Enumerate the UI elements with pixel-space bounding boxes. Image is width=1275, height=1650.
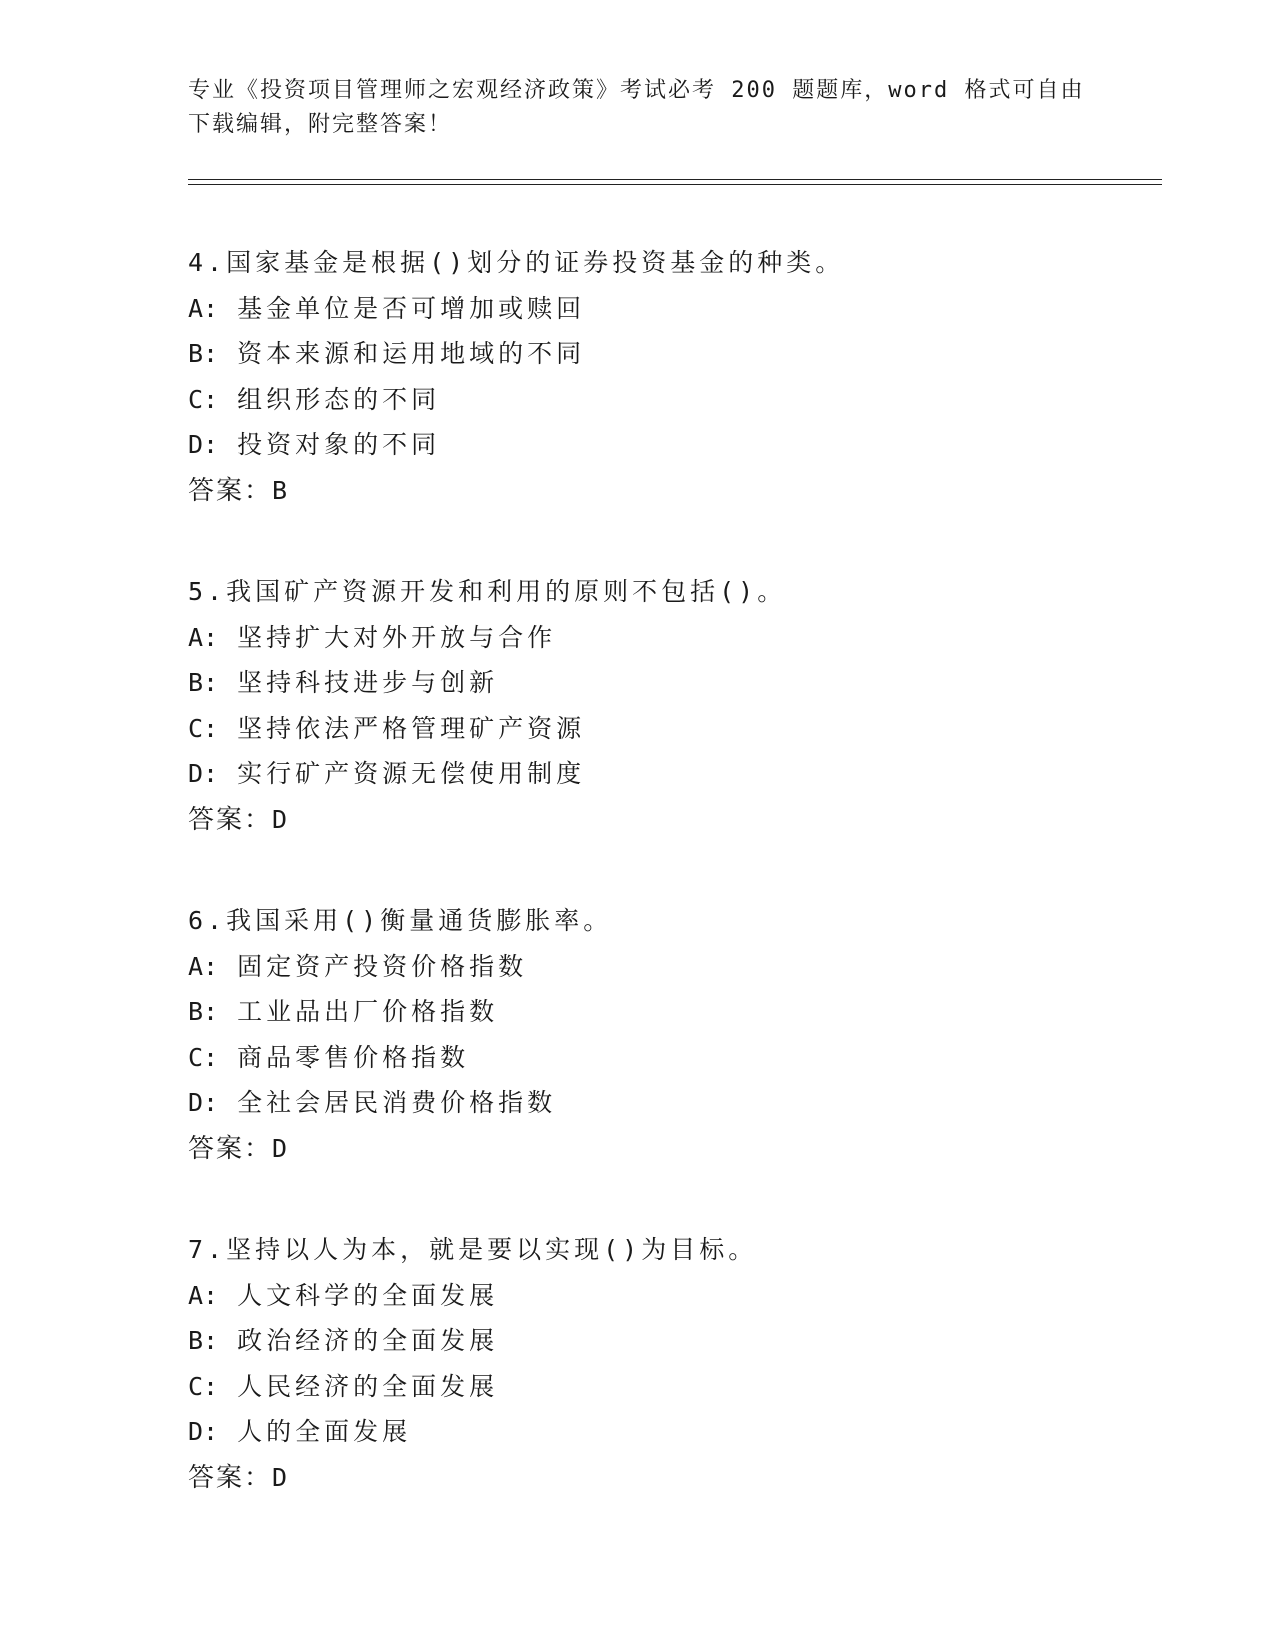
option-b <box>188 1318 1168 1364</box>
option-a <box>188 944 1168 990</box>
header-divider-top <box>188 179 1162 180</box>
option-text: 资本来源和运用地域的不同 <box>237 339 586 368</box>
answer-line <box>188 468 1168 515</box>
answer-line <box>188 1455 1168 1502</box>
answer-label: 答案： <box>188 804 273 835</box>
option-text: 坚持扩大对外开放与合作 <box>237 622 557 652</box>
question-item <box>188 898 1168 1172</box>
header-divider-bottom <box>188 184 1162 185</box>
question-stem: 6.我国采用()衡量通货膨胀率。 <box>188 906 613 935</box>
option-letter: B: <box>188 668 219 697</box>
option-d <box>188 1080 1168 1126</box>
option-text: 组织形态的不同 <box>237 384 441 414</box>
option-letter: A: <box>188 1280 219 1310</box>
option-letter: C: <box>188 384 219 414</box>
option-letter: D: <box>188 759 219 788</box>
option-letter: A: <box>188 951 219 981</box>
option-c <box>188 706 1168 752</box>
answer-value: D <box>272 1462 292 1492</box>
question-stem: 5.我国矿产资源开发和利用的原则不包括()。 <box>188 577 787 606</box>
option-text: 坚持依法严格管理矿产资源 <box>237 713 586 743</box>
option-letter: B: <box>188 997 219 1026</box>
option-b <box>188 660 1168 706</box>
option-a <box>188 1273 1168 1319</box>
answer-label: 答案： <box>188 1462 273 1493</box>
header-line-2: 下载编辑，附完整答案！ <box>188 112 453 137</box>
answer-value: D <box>272 1133 292 1163</box>
option-text: 政治经济的全面发展 <box>237 1326 499 1355</box>
question-list <box>188 240 1168 1556</box>
option-letter: B: <box>188 1326 219 1355</box>
option-b <box>188 989 1168 1035</box>
option-text: 商品零售价格指数 <box>237 1042 470 1072</box>
option-text: 工业品出厂价格指数 <box>237 997 499 1026</box>
option-text: 人民经济的全面发展 <box>237 1371 499 1401</box>
option-b <box>188 331 1168 377</box>
option-a <box>188 615 1168 661</box>
question-item <box>188 569 1168 843</box>
document-header <box>188 74 1088 142</box>
option-d <box>188 1409 1168 1455</box>
option-letter: B: <box>188 339 219 368</box>
option-letter: D: <box>188 1417 219 1446</box>
option-text: 固定资产投资价格指数 <box>237 951 528 981</box>
question-stem: 4.国家基金是根据()划分的证券投资基金的种类。 <box>188 248 845 277</box>
answer-value: D <box>272 804 292 834</box>
option-letter: C: <box>188 713 219 743</box>
option-text: 实行矿产资源无偿使用制度 <box>237 759 586 788</box>
option-d <box>188 751 1168 797</box>
option-text: 全社会居民消费价格指数 <box>237 1088 557 1117</box>
question-item <box>188 1227 1168 1501</box>
answer-label: 答案： <box>188 475 273 506</box>
answer-value: B <box>272 475 292 505</box>
option-text: 人的全面发展 <box>237 1417 412 1446</box>
option-a <box>188 286 1168 332</box>
option-letter: D: <box>188 1088 219 1117</box>
option-text: 人文科学的全面发展 <box>237 1280 499 1310</box>
header-line-1: 专业《投资项目管理师之宏观经济政策》考试必考 200 题题库，word 格式可自由 <box>188 78 1085 103</box>
option-letter: A: <box>188 622 219 652</box>
option-c <box>188 1364 1168 1410</box>
option-letter: A: <box>188 293 219 323</box>
option-letter: C: <box>188 1042 219 1072</box>
question-stem: 7.坚持以人为本，就是要以实现()为目标。 <box>188 1235 758 1264</box>
option-text: 投资对象的不同 <box>237 430 441 459</box>
option-text: 基金单位是否可增加或赎回 <box>237 293 586 323</box>
option-d <box>188 422 1168 468</box>
option-letter: C: <box>188 1371 219 1401</box>
answer-line <box>188 797 1168 844</box>
option-c <box>188 377 1168 423</box>
option-c <box>188 1035 1168 1081</box>
option-text: 坚持科技进步与创新 <box>237 668 499 697</box>
option-letter: D: <box>188 430 219 459</box>
question-item <box>188 240 1168 514</box>
answer-label: 答案： <box>188 1133 273 1164</box>
answer-line <box>188 1126 1168 1173</box>
